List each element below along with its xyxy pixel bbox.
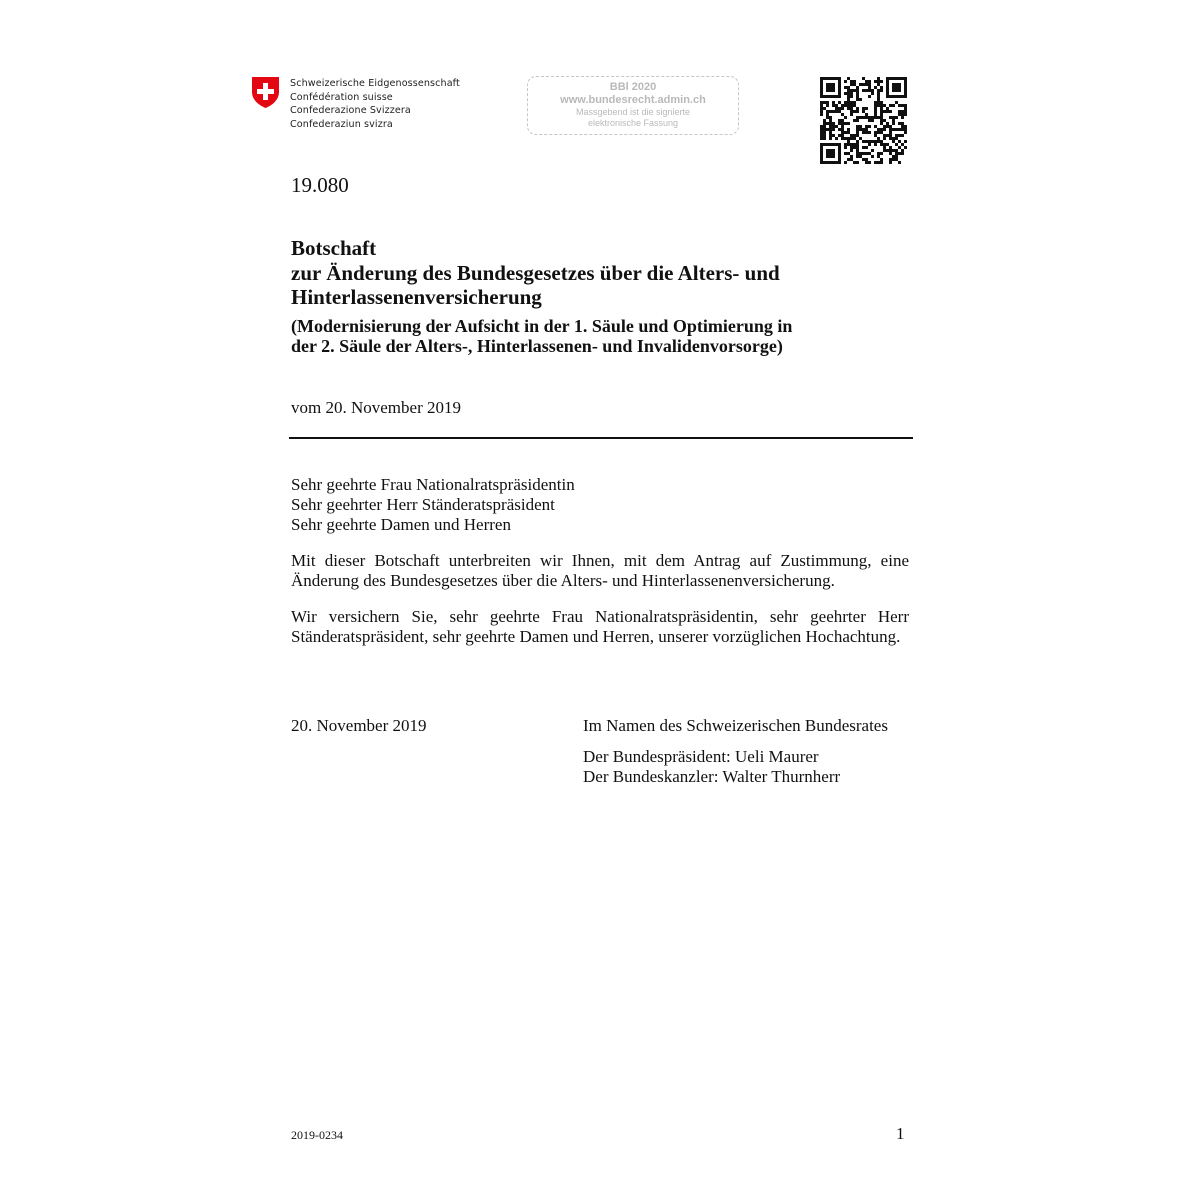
- signature-president: Der Bundespräsident: Ueli Maurer: [583, 747, 819, 766]
- salutation-line: Sehr geehrte Frau Nationalratspräsidentin: [291, 475, 575, 494]
- signature-block: [583, 716, 888, 787]
- stamp-note-1: Massgebend ist die signierte: [575, 107, 691, 117]
- stamp-bbl: BBl 2020: [609, 81, 657, 93]
- confed-name-it: Confederazione Svizzera: [290, 105, 411, 116]
- stamp-note-2: elektronische Fassung: [587, 118, 679, 128]
- confed-name-fr: Confédération suisse: [290, 91, 393, 103]
- document-number: 19.080: [291, 173, 349, 197]
- title-line: Botschaft: [291, 236, 377, 260]
- title-line: Hinterlassenenversicherung: [291, 285, 542, 309]
- body-paragraph-2: Wir versichern Sie, sehr geehrte Frau Nationalratspräsidentin, sehr geehrter Herr Ständeratspräsident, sehr geehrte Damen und Herren, unserer vorzüglichen Hochachtung.: [291, 607, 909, 646]
- subtitle-line: der 2. Säule der Alters-, Hinterlassenen- und Invalidenvorsorge): [291, 336, 783, 356]
- signature-chancellor: Der Bundeskanzler: Walter Thurnherr: [583, 767, 841, 786]
- footer-document-code: 2019-0234: [291, 1128, 343, 1142]
- bbl-stamp: [527, 76, 739, 135]
- page-number: 1: [896, 1124, 905, 1143]
- confederation-names: [290, 77, 460, 131]
- signature-date: 20. November 2019: [291, 716, 427, 735]
- document-subtitle: [291, 316, 911, 356]
- subtitle-line: (Modernisierung der Aufsicht in der 1. Säule und Optimierung in: [291, 316, 793, 336]
- salutation-line: Sehr geehrte Damen und Herren: [291, 515, 511, 534]
- document-title: [291, 236, 911, 310]
- confed-name-rm: Confederaziun svizra: [290, 118, 393, 130]
- signature-on-behalf: Im Namen des Schweizerischen Bundesrates: [583, 716, 888, 735]
- salutation-line: Sehr geehrter Herr Ständeratspräsident: [291, 495, 555, 514]
- salutation: [291, 475, 575, 535]
- body-paragraph-1: Mit dieser Botschaft unterbreiten wir Ihnen, mit dem Antrag auf Zustimmung, eine Änderung des Bundesgesetzes über die Alters- und Hinterlassenenversicherung.: [291, 551, 909, 590]
- swiss-coat-of-arms-icon: [251, 76, 280, 109]
- confed-name-de: Schweizerische Eidgenossenschaft: [290, 78, 460, 89]
- stamp-url: www.bundesrecht.admin.ch: [560, 94, 706, 106]
- qr-code-icon: [820, 77, 907, 164]
- horizontal-rule: [289, 437, 913, 439]
- document-date: vom 20. November 2019: [291, 398, 461, 417]
- title-line: zur Änderung des Bundesgesetzes über die Alters- und: [291, 260, 780, 285]
